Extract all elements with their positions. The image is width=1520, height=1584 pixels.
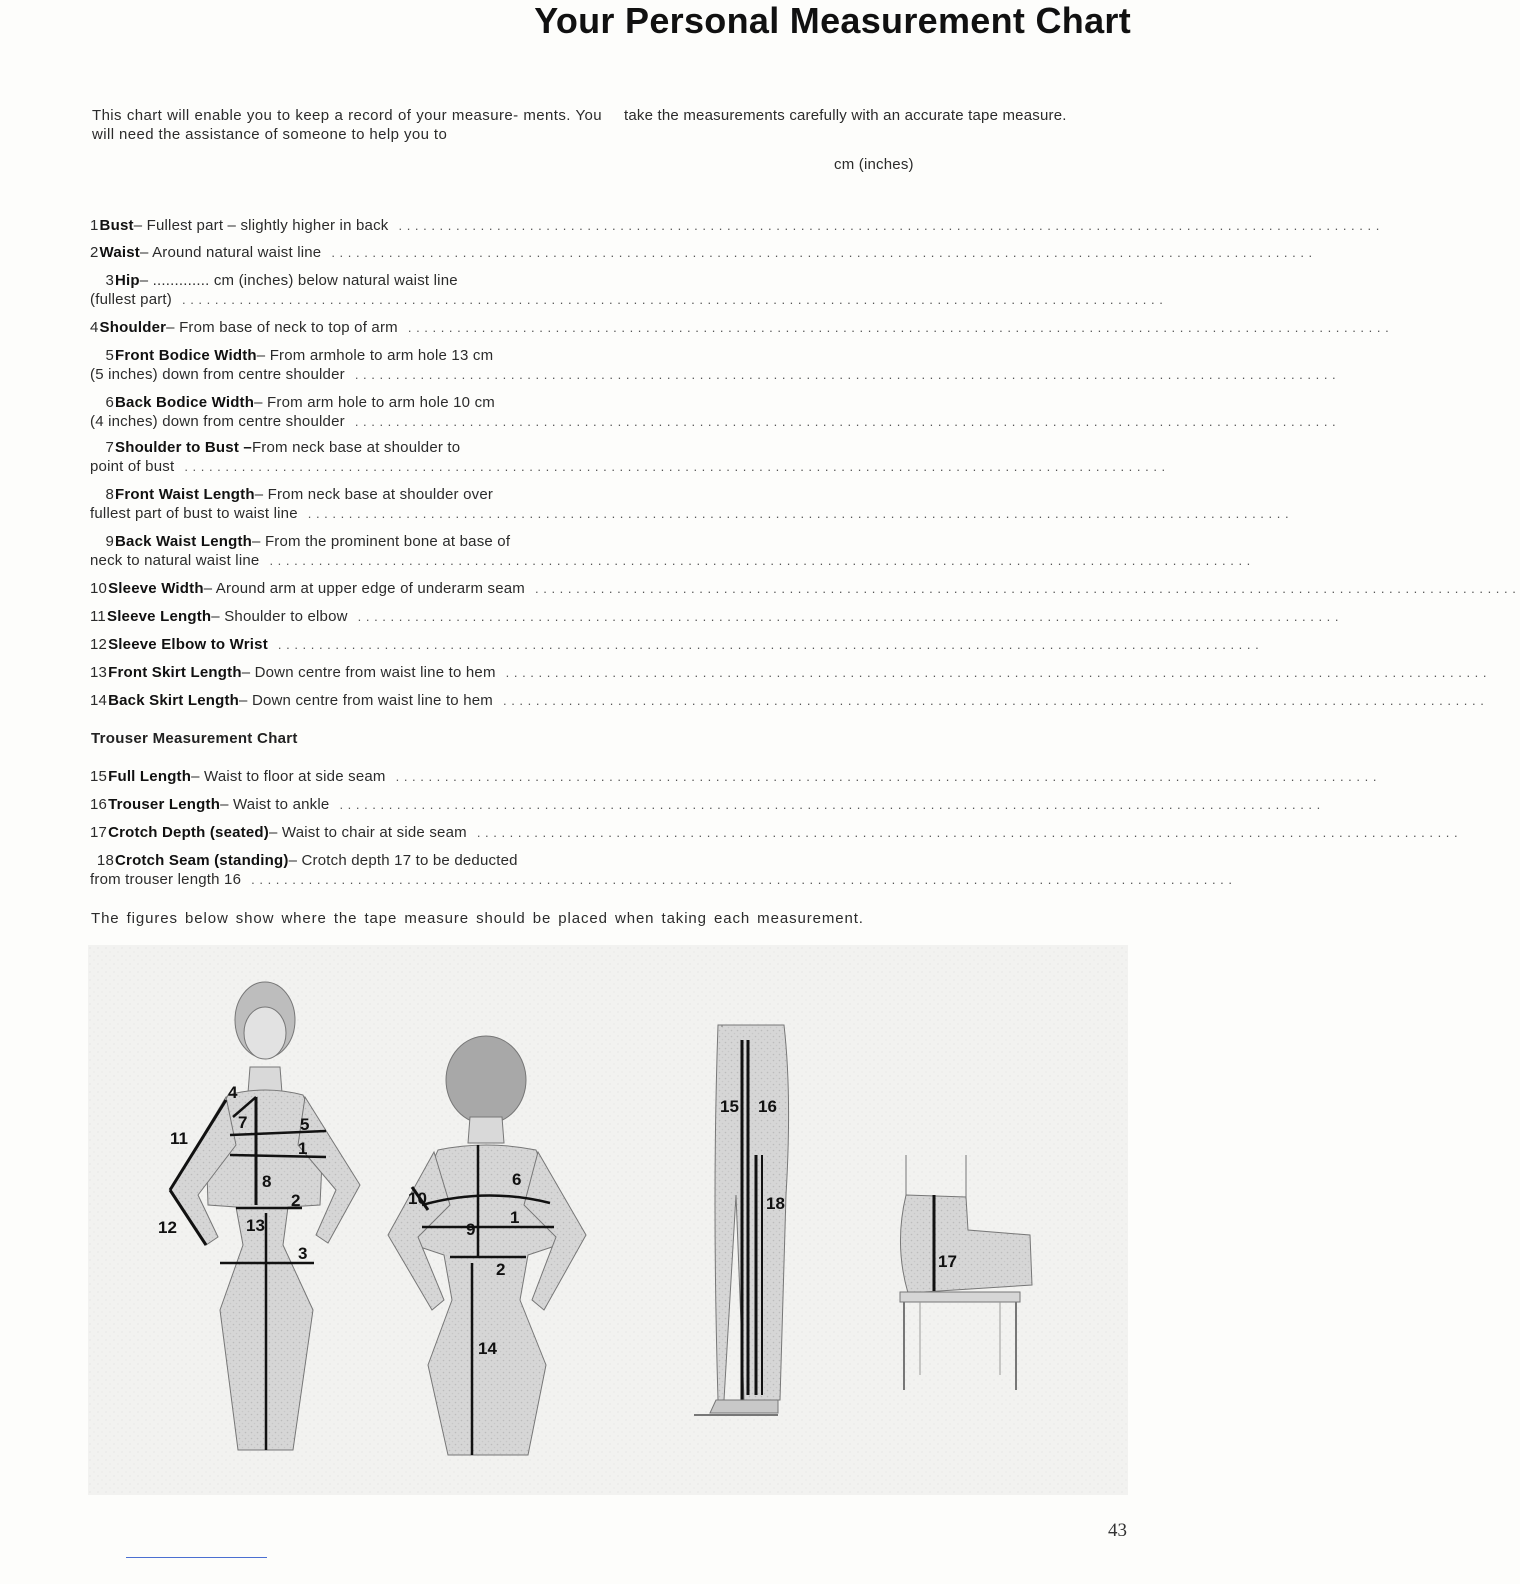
measurement-description: – Waist to chair at side seam [268, 824, 467, 841]
measurement-description-continued: fullest part of bust to waist line [90, 505, 298, 522]
measurement-number: 11 [90, 608, 106, 625]
measurement-label: Back Skirt Length [108, 692, 240, 709]
entry-dotted-line[interactable]: ........................................................................................................................ [357, 609, 1344, 624]
measurement-row-back-bodice-width [90, 393, 1341, 431]
measurement-description-continued: neck to natural waist line [90, 552, 260, 569]
figure-label: 1 [298, 1139, 308, 1158]
measurement-description: – Shoulder to elbow [211, 608, 348, 625]
measurement-number: 10 [90, 580, 108, 597]
entry-dotted-line[interactable]: ........................................................................................................................ [535, 581, 1520, 596]
measurement-figures [88, 945, 1128, 1495]
figure-label: 2 [496, 1260, 506, 1279]
unit-column-header: cm (inches) [834, 156, 914, 173]
measurement-row-back-skirt-length [90, 691, 1489, 710]
figure-label: 16 [758, 1097, 777, 1116]
figure-label: 11 [170, 1129, 188, 1148]
measurement-description: – Waist to ankle [220, 796, 330, 813]
measurement-description: – From the prominent bone at base of [252, 533, 511, 550]
measurement-label: Front Waist Length [115, 486, 255, 503]
trouser-section-title: Trouser Measurement Chart [91, 730, 298, 747]
figure-label: 3 [298, 1244, 308, 1263]
measurement-label: Waist [99, 244, 140, 261]
measurement-number: 4 [90, 319, 99, 336]
entry-dotted-line[interactable]: ........................................................................................................................ [182, 292, 1168, 307]
figure-label: 10 [408, 1189, 427, 1208]
measurement-number: 8 [105, 486, 114, 503]
figure-label: 2 [291, 1191, 301, 1210]
measurement-number: 2 [90, 244, 99, 261]
entry-dotted-line[interactable]: ........................................................................................................................ [395, 769, 1382, 784]
figure-caption: The figures below show where the tape measure should be placed when taking each measurement. [91, 910, 864, 927]
entry-dotted-line[interactable]: ........................................................................................................................ [407, 320, 1394, 335]
measurement-row-crotch-depth [90, 823, 1463, 842]
figure-label: 9 [466, 1220, 476, 1239]
measurement-number: 6 [105, 394, 114, 411]
measurement-number: 7 [105, 439, 114, 456]
measurement-description: – Down centre from waist line to hem [241, 664, 496, 681]
measurement-description: – From armhole to arm hole 13 cm [256, 347, 494, 364]
measurement-label: Sleeve Length [106, 608, 212, 625]
figure-label: 1 [510, 1208, 520, 1227]
measurement-label: Full Length [108, 768, 192, 785]
footer-rule [126, 1557, 267, 1558]
entry-dotted-line[interactable]: ........................................................................................................................ [277, 637, 1264, 652]
measurement-label: Hip [115, 272, 140, 289]
measurement-description-continued: from trouser length 16 [90, 871, 242, 888]
measurement-description-continued: (4 inches) down from centre shoulder [90, 413, 345, 430]
measurement-description-continued: (fullest part) [90, 291, 172, 308]
measurement-row-back-waist-length [90, 532, 1255, 570]
figure-label: 12 [158, 1218, 177, 1237]
entry-dotted-line[interactable]: ........................................................................................................................ [354, 414, 1341, 429]
figure-label: 7 [238, 1113, 248, 1132]
measurement-label: Front Skirt Length [108, 664, 242, 681]
measurement-label: Trouser Length [108, 796, 221, 813]
measurement-number: 13 [90, 664, 108, 681]
measurement-label: Back Bodice Width [115, 394, 255, 411]
figure-label: 4 [228, 1083, 238, 1102]
measurement-description: – ............. cm (inches) below natural waist line [139, 272, 458, 289]
measurement-row-crotch-seam [90, 851, 1237, 889]
measurement-number: 3 [105, 272, 114, 289]
measurement-description: – Around natural waist line [140, 244, 322, 261]
measurement-description: From neck base at shoulder to [251, 439, 461, 456]
measurement-label: Shoulder [99, 319, 167, 336]
measurement-row-bust [90, 216, 1384, 235]
measurement-row-front-bodice-width [90, 346, 1341, 384]
measurement-row-hip [90, 271, 1168, 309]
measurement-label: Crotch Depth (seated) [108, 824, 269, 841]
figure-label: 13 [246, 1216, 265, 1235]
figure-label: 6 [512, 1170, 522, 1189]
measurement-row-sleeve-elbow-to-wrist [90, 635, 1264, 654]
intro-text-right: take the measurements carefully with an accurate tape measure. [624, 107, 1067, 124]
measurement-label: Sleeve Width [108, 580, 204, 597]
measurement-description: – Around arm at upper edge of underarm seam [203, 580, 526, 597]
figure-label: 5 [300, 1115, 310, 1134]
measurement-description-continued: (5 inches) down from centre shoulder [90, 366, 345, 383]
entry-dotted-line[interactable]: ........................................................................................................................ [476, 825, 1463, 840]
measurement-description: – From base of neck to top of arm [166, 319, 398, 336]
measurement-row-full-length [90, 767, 1382, 786]
figure-label: 8 [262, 1172, 272, 1191]
measurement-row-shoulder-to-bust [90, 438, 1170, 476]
measurement-row-trouser-length [90, 795, 1325, 814]
measurement-number: 18 [96, 852, 114, 869]
measurement-row-front-waist-length [90, 485, 1294, 523]
measurement-label: Sleeve Elbow to Wrist [108, 636, 268, 653]
measurement-label: Front Bodice Width [115, 347, 257, 364]
page-number: 43 [1108, 1520, 1127, 1541]
figure-label: 17 [938, 1252, 957, 1271]
entry-dotted-line[interactable]: ........................................................................................................................ [331, 245, 1317, 260]
entry-dotted-line[interactable]: ........................................................................................................................ [398, 218, 1384, 233]
measurement-description: – From arm hole to arm hole 10 cm [254, 394, 495, 411]
figure-label: 14 [478, 1339, 497, 1358]
measurement-number: 9 [105, 533, 114, 550]
measurement-label: Back Waist Length [115, 533, 253, 550]
entry-dotted-line[interactable]: ........................................................................................................................ [184, 459, 1170, 474]
measurement-row-front-skirt-length [90, 663, 1492, 682]
measurement-description: – Crotch depth 17 to be deducted [288, 852, 518, 869]
measurement-number: 12 [90, 636, 108, 653]
entry-dotted-line[interactable]: ........................................................................................................................ [269, 553, 1255, 568]
measurement-number: 1 [90, 217, 99, 234]
entry-dotted-line[interactable]: ........................................................................................................................ [354, 367, 1341, 382]
entry-dotted-line[interactable]: ........................................................................................................................ [505, 665, 1492, 680]
measurement-description-continued: point of bust [90, 458, 175, 475]
measurement-row-shoulder [90, 318, 1394, 337]
measurement-number: 15 [90, 768, 108, 785]
measurement-row-sleeve-width [90, 579, 1520, 598]
measurement-description: – Down centre from waist line to hem [239, 692, 493, 709]
measurement-description: – Waist to floor at side seam [191, 768, 386, 785]
measurement-number: 5 [105, 347, 114, 364]
measurement-row-sleeve-length [90, 607, 1344, 626]
measurement-number: 16 [90, 796, 108, 813]
measurement-number: 14 [90, 692, 108, 709]
measurement-description: – Fullest part – slightly higher in back [133, 217, 389, 234]
measurement-number: 17 [90, 824, 108, 841]
entry-dotted-line[interactable]: ........................................................................................................................ [503, 693, 1489, 708]
figure-label: 15 [720, 1097, 739, 1116]
figure-label: 18 [766, 1194, 785, 1213]
entry-dotted-line[interactable]: ........................................................................................................................ [307, 506, 1294, 521]
entry-dotted-line[interactable]: ........................................................................................................................ [251, 872, 1237, 887]
intro-text-left: This chart will enable you to keep a record of your measure- ments. You will need the assistance of someone to help you to [92, 107, 602, 143]
measurement-label: Shoulder to Bust – [115, 439, 252, 456]
page-title: Your Personal Measurement Chart [534, 0, 1131, 41]
measurement-label: Bust [99, 217, 134, 234]
measurement-label: Crotch Seam (standing) [115, 852, 289, 869]
measurement-row-waist [90, 243, 1317, 262]
measurement-description: – From neck base at shoulder over [254, 486, 494, 503]
entry-dotted-line[interactable]: ........................................................................................................................ [339, 797, 1325, 812]
